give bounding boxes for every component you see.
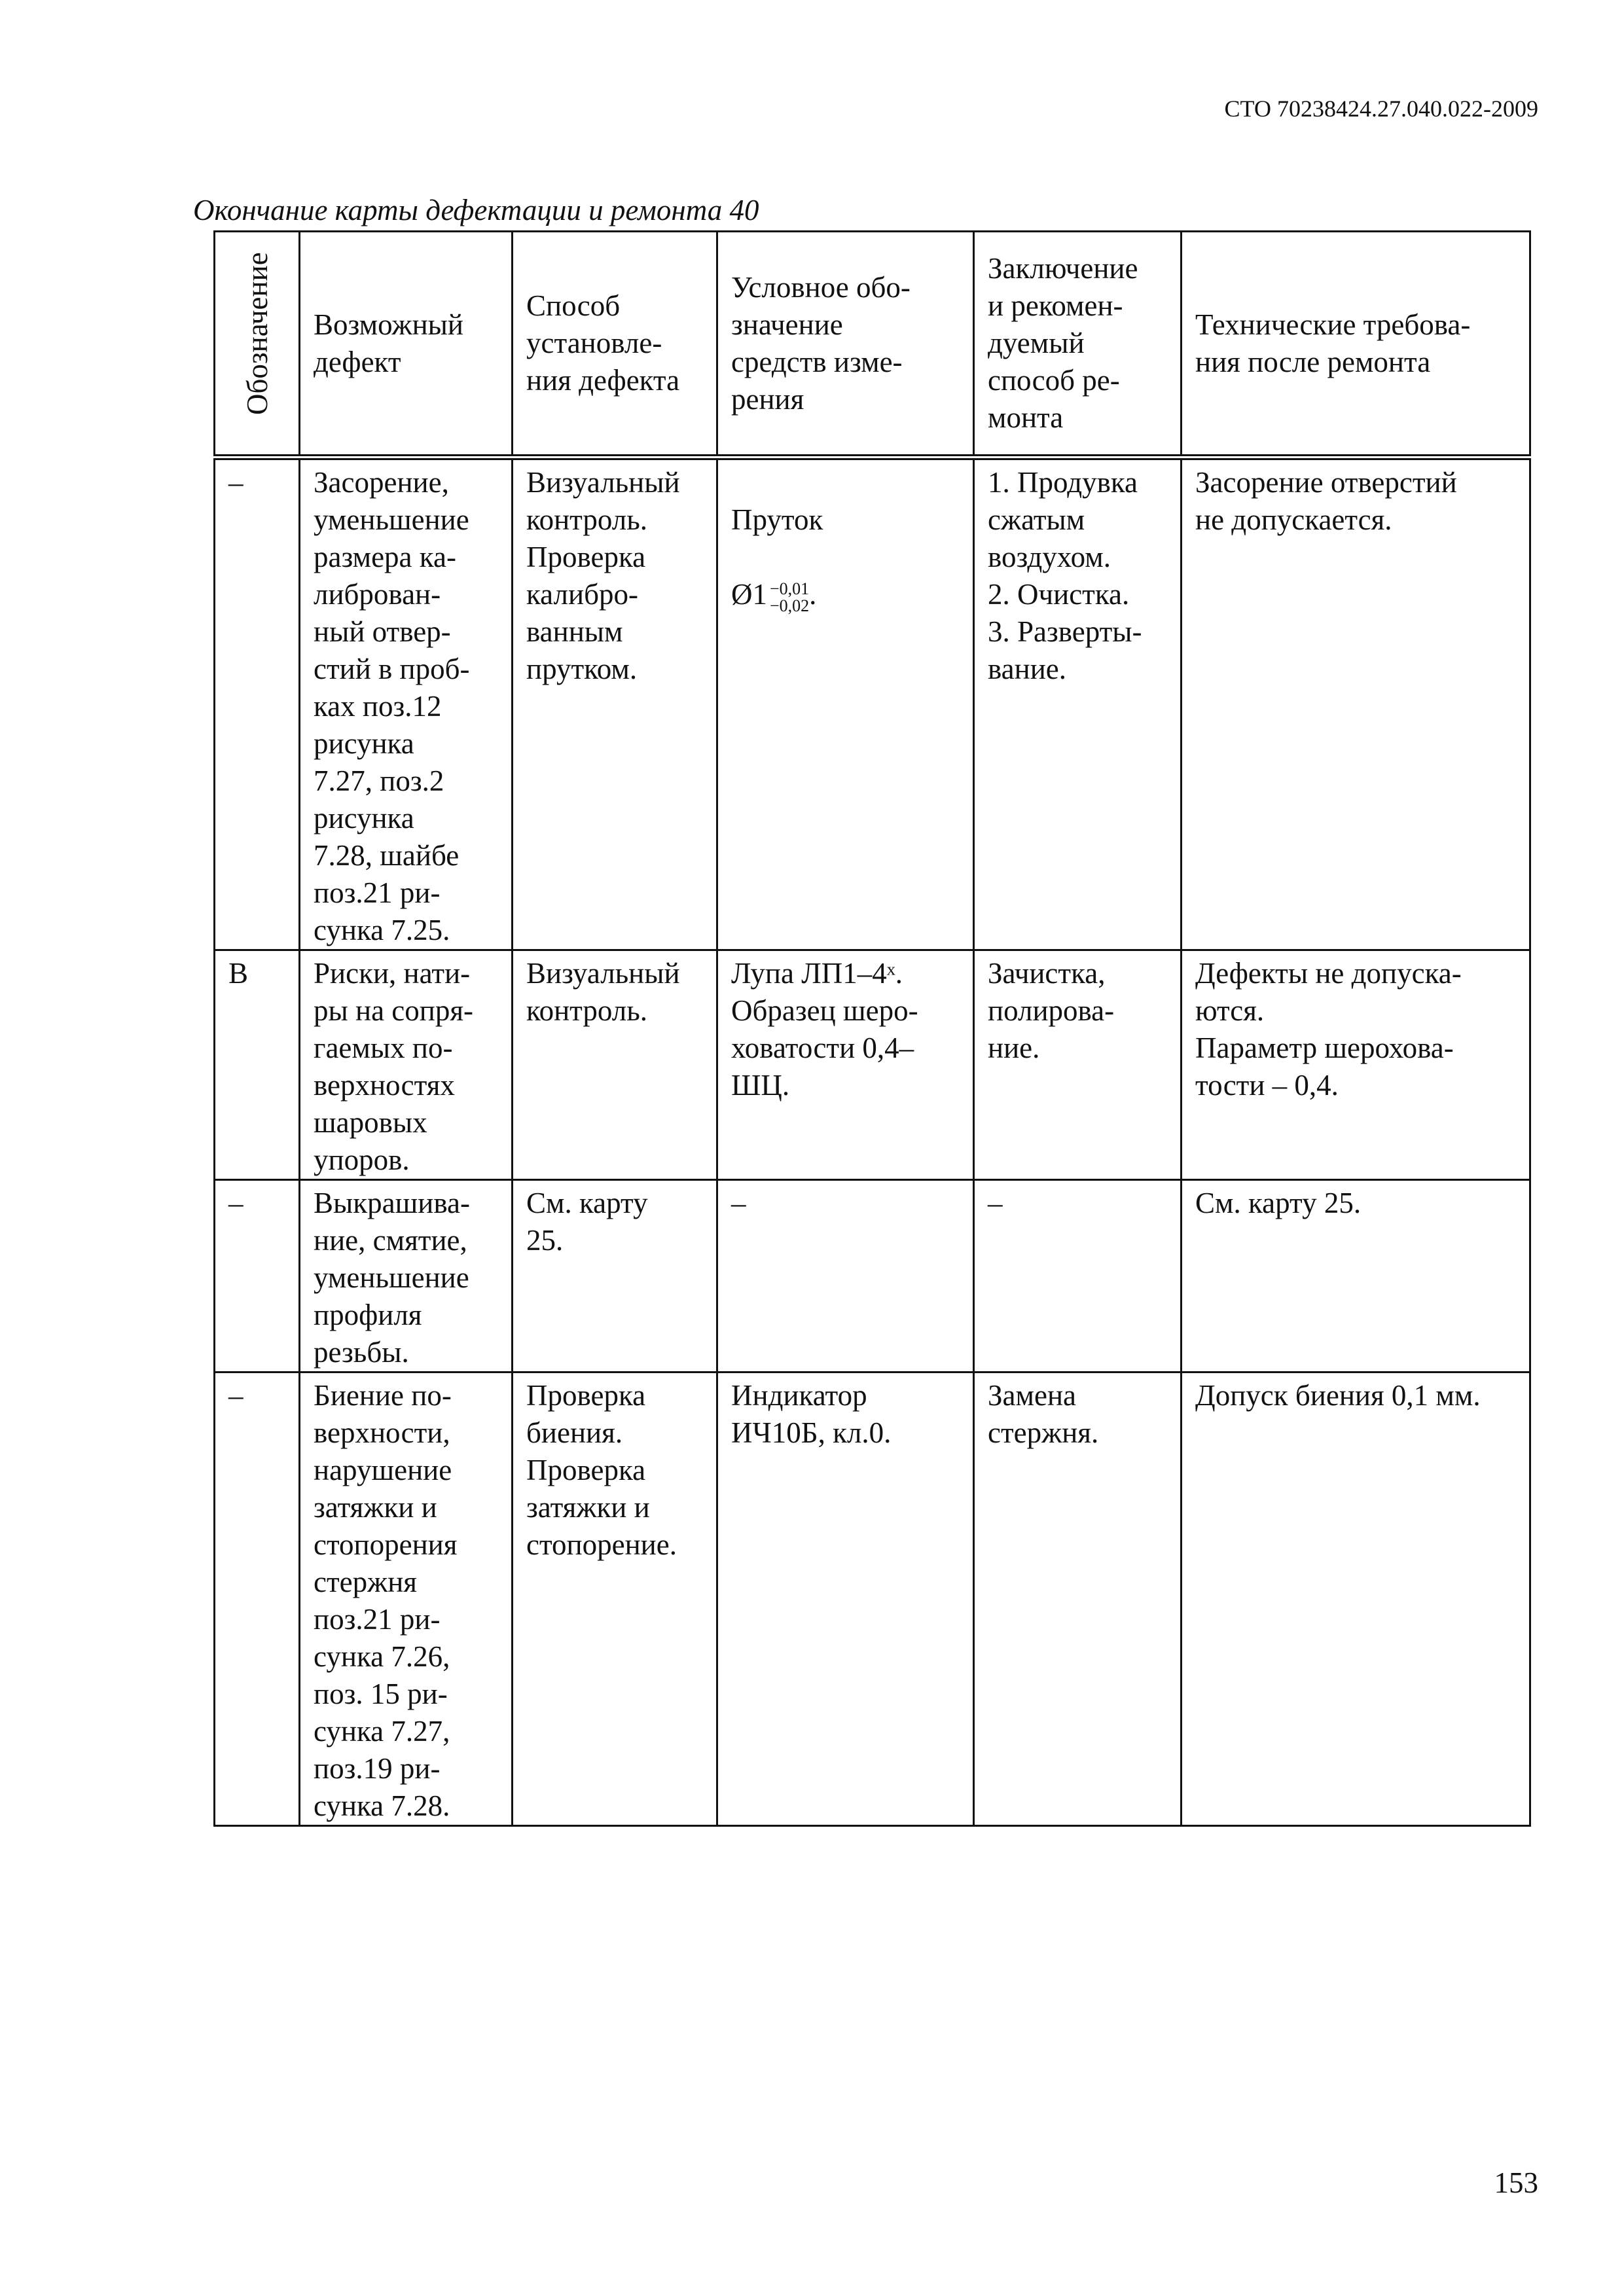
cell-defect: Биение по- верхности, нарушение затяжки и стопорения стержня поз.21 ри- сунка 7.26, поз. 15 ри- сунка 7.27, поз.19 ри- сунка 7.28. [300, 1372, 513, 1826]
cell-requirements: Дефекты не допуска- ются. Параметр шерохова- тости – 0,4. [1182, 950, 1530, 1180]
cell-conclusion: 1. Продувка сжатым воздухом. 2. Очистка. 3. Разверты- вание. [974, 457, 1182, 950]
column-header-label: Обозначение [240, 252, 274, 415]
cell-designation: – [215, 1180, 300, 1372]
cell-designation: В [215, 950, 300, 1180]
cell-method: Проверка биения. Проверка затяжки и стопорение. [513, 1372, 717, 1826]
cell-requirements: См. карту 25. [1182, 1180, 1530, 1372]
column-header-conclusion: Заключение и рекомен- дуемый способ ре- монта [974, 232, 1182, 457]
cell-requirements: Допуск биения 0,1 мм. [1182, 1372, 1530, 1826]
means-tail: . [809, 578, 817, 611]
cell-means: Лупа ЛП1–4ˣ. Образец шеро- ховатости 0,4– ШЦ. [717, 950, 974, 1180]
defect-repair-table [213, 230, 1531, 1827]
cell-means [717, 457, 974, 950]
page-number: 153 [1494, 2166, 1538, 2199]
column-header-requirements: Технические требова- ния после ремонта [1182, 232, 1530, 457]
table-row [215, 1372, 1530, 1826]
cell-designation: – [215, 457, 300, 950]
table-row [215, 457, 1530, 950]
table-header-row [215, 232, 1530, 457]
cell-means: Индикатор ИЧ10Б, кл.0. [717, 1372, 974, 1826]
column-header-designation [215, 232, 300, 457]
column-header-means: Условное обо- значение средств изме- рения [717, 232, 974, 457]
cell-requirements: Засорение отверстий не допускается. [1182, 457, 1530, 950]
cell-conclusion: Замена стержня. [974, 1372, 1182, 1826]
cell-conclusion: Зачистка, полирова- ние. [974, 950, 1182, 1180]
column-header-defect: Возможный дефект [300, 232, 513, 457]
means-name: Пруток [731, 503, 823, 536]
table-row [215, 1180, 1530, 1372]
means-dimension [731, 576, 966, 615]
tolerance [770, 581, 809, 615]
cell-method: Визуальный контроль. [513, 950, 717, 1180]
tolerance-upper: −0,01 [770, 579, 810, 598]
diameter-symbol: Ø1 [731, 578, 767, 611]
cell-method: Визуальный контроль. Проверка калибро- ванным прутком. [513, 457, 717, 950]
tolerance-lower: −0,02 [770, 596, 810, 615]
cell-defect: Выкрашива- ние, смятие, уменьшение профиля резьбы. [300, 1180, 513, 1372]
cell-method: См. карту 25. [513, 1180, 717, 1372]
column-header-method: Способ установле- ния дефекта [513, 232, 717, 457]
document-code: СТО 70238424.27.040.022-2009 [1224, 96, 1538, 122]
table-caption: Окончание карты дефектации и ремонта 40 [193, 194, 759, 226]
cell-defect: Засорение, уменьшение размера ка- либрован- ный отвер- стий в проб- ках поз.12 рисунка 7.27, поз.2 рисунка 7.28, шайбе поз.21 ри- сунка 7.25. [300, 457, 513, 950]
cell-means: – [717, 1180, 974, 1372]
table-row [215, 950, 1530, 1180]
cell-conclusion: – [974, 1180, 1182, 1372]
cell-defect: Риски, нати- ры на сопря- гаемых по- верхностях шаровых упоров. [300, 950, 513, 1180]
cell-designation: – [215, 1372, 300, 1826]
